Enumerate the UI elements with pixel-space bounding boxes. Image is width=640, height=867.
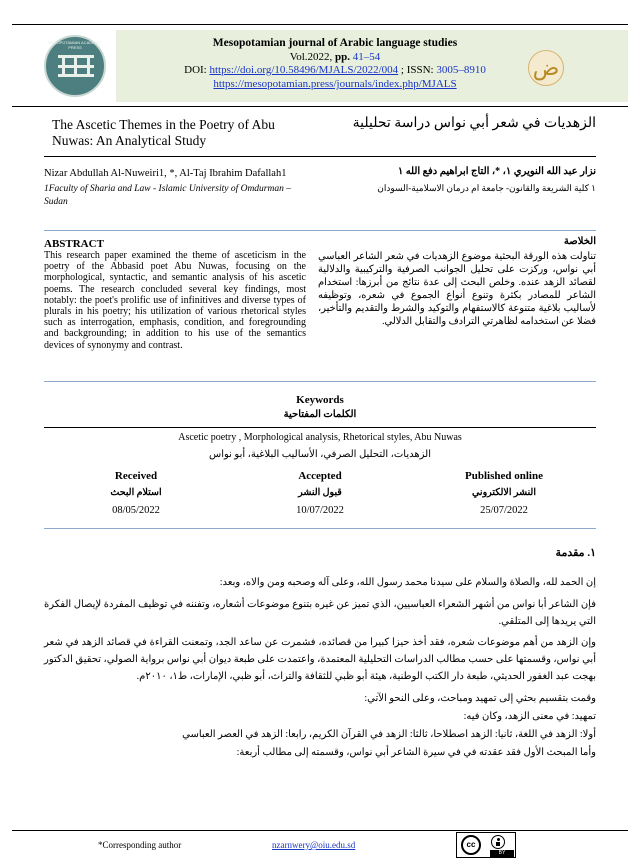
corresponding-author-note: *Corresponding author <box>98 840 182 850</box>
date-label: Published online <box>465 470 543 482</box>
issn-value: 3005–8910 <box>436 64 486 76</box>
date-label-ar: قبول النشر <box>298 488 342 498</box>
by-label: BY <box>490 850 514 857</box>
publisher-logo-glyph-icon <box>58 55 94 77</box>
date-label: Received <box>114 470 158 482</box>
dates-rule <box>44 528 596 529</box>
keywords-rule <box>44 427 596 428</box>
keywords-heading-ar: الكلمات المفتاحية <box>283 409 357 420</box>
issn-prefix: ; ISSN: <box>398 64 437 76</box>
footer-rule <box>12 830 628 831</box>
keywords-en: Ascetic poetry , Morphological analysis, Rhetorical styles, Abu Nuwas <box>178 432 462 443</box>
abstract-rule <box>44 381 596 382</box>
date-value: 08/05/2022 <box>112 505 160 516</box>
doi-line <box>120 64 550 76</box>
doi-link[interactable]: https://doi.org/10.58496/MJALS/2022/004 <box>209 64 399 76</box>
volume-line <box>120 51 550 63</box>
body-paragraph: وإن الزهد من أهم موضوعات شعره، فقد أخذ حيزا كبيرا من قصائده، فشمرت عن ساعد الجد، وتمعنت القراءة في قصائد الزهد في شعر أبي نواس، وقسمتها على حسب مطالب الدراسات التحليلية المعتمدة، واعتمدت على طبعة ديوان أبي نواس برواية الصولي، تحقيق الدكتور بهجت عبد الغفور الحديثي، طبعة دار الكتب الوطنية، هيئة أبو ظبي للثقافة والتراث، أبو ظبي، الإمارات، ط١، ٢٠١٠م. <box>44 637 596 682</box>
date-label-ar: النشر الالكتروني <box>472 488 536 498</box>
authors-rule <box>44 230 596 231</box>
authors-en: Nizar Abdullah Al-Nuweiri1, *, Al-Taj Ibrahim Dafallah1 <box>44 168 287 179</box>
body-paragraph: تمهيد: في معنى الزهد، وكان فيه: <box>463 711 596 722</box>
date-value: 10/07/2022 <box>296 505 344 516</box>
header-bottom-rule <box>12 106 628 107</box>
cc-icon: cc <box>461 835 481 855</box>
keywords-ar: الزهديات، التحليل الصرفي، الأساليب البلاغية، أبو نواس <box>209 449 431 460</box>
cc-license-badge[interactable] <box>456 832 516 858</box>
volume-text: Vol.2022, <box>289 51 336 63</box>
date-label: Accepted <box>298 470 342 482</box>
date-accepted <box>228 470 412 516</box>
date-value: 25/07/2022 <box>480 505 528 516</box>
journal-website-link[interactable]: https://mesopotamian.press/journals/index.php/MJALS <box>213 78 457 90</box>
date-received <box>44 470 228 516</box>
affiliation-ar: ١ كلية الشريعة والقانون- جامعة ام درمان الاسلامية-السودان <box>377 183 596 193</box>
doi-prefix: DOI: <box>184 64 210 76</box>
khulasa-heading: الخلاصة <box>563 236 596 247</box>
section-heading: ١. مقدمة <box>555 547 596 559</box>
khulasa-body: تناولت هذه الورقة البحثية موضوع الزهديات في شعر الشاعر العباسي أبي نواس، وركزت على تحليل الجوانب الصرفية والتركيبية والدلالية لقصائد الزهد عنده. وخلص البحث إلى عدة نتائج من أبرزها: استخدام الشاعر للمصادر بكثرة وتنوع أنواع الجموع في شعره، وتوظيفه لأساليب بلاغية متنوعة كالاستفهام والتوكيد والشرط والتقديم والتأخير، فضلا عن استخدامه لظاهرتي الترادف والتقابل الدلالي. <box>318 251 596 327</box>
corresponding-email-link[interactable]: nzarnwery@oiu.edu.sd <box>272 840 356 850</box>
publisher-logo-text: MESOPOTAMIAN ACADEMIC PRESS <box>47 40 103 50</box>
abstract-body: This research paper examined the theme of asceticism in the poetry of the Abbasid poet Abu Nuwas, focusing on the morphological, syntactic, and semantic analysis of his ascetic poems. The research concluded several key findings, most notably: the poet's prolific use of infinitives and diverse types of plurals in his poetry; his utilization of various rhetorical styles such as interrogation, emphasis, condition, and foregrounding and backgrounding; in addition to his use of the semantics devices of synonymy and contrast. <box>44 250 306 351</box>
attribution-person-icon <box>491 835 505 849</box>
date-published <box>412 470 596 516</box>
journal-logo: ض <box>528 50 564 86</box>
publisher-logo <box>44 35 106 97</box>
pages-range: 41–54 <box>352 51 381 63</box>
body-paragraph: وأما المبحث الأول فقد عقدته في في سيرة الشاعر أبي نواس، وقسمته إلى مطالب أربعة: <box>236 747 596 758</box>
paper-title-en: The Ascetic Themes in the Poetry of Abu Nuwas: An Analytical Study <box>52 117 275 148</box>
title-rule <box>44 156 596 157</box>
date-label-ar: استلام البحث <box>110 488 162 498</box>
body-paragraph: فإن الشاعر أبا نواس من أشهر الشعراء العباسيين، الذي تميز عن غيره بتنوع موضوعات أشعاره، وتفننه في توظيف المفردة لإيصال الفكرة التي يريدها إلى المتلقي. <box>44 599 596 627</box>
paper-title-ar: الزهديات في شعر أبي نواس دراسة تحليلية <box>352 116 596 131</box>
top-rule <box>12 24 628 25</box>
body-paragraph: وقمت بتقسيم بحثي إلى تمهيد ومباحث، وعلى النحو الآتي: <box>364 693 596 704</box>
affiliation-en: 1Faculty of Sharia and Law - Islamic University of Omdurman – Sudan <box>44 184 291 207</box>
journal-title: Mesopotamian journal of Arabic language studies <box>212 37 458 49</box>
body-paragraph: إن الحمد لله، والصلاة والسلام على سيدنا محمد رسول الله، وعلى آله وصحبه ومن والاه، وبعد: <box>219 577 596 588</box>
keywords-heading: Keywords <box>296 394 344 406</box>
abstract-heading: ABSTRACT <box>44 238 104 250</box>
body-paragraph: أولا: الزهد في اللغة، ثانيا: الزهد اصطلاحا، ثالثا: الزهد في القرآن الكريم، رابعا: الزهد في العصر العباسي <box>182 729 596 740</box>
authors-ar: نزار عبد الله النويري ١، *، التاج ابراهيم دفع الله ١ <box>397 166 596 177</box>
pages-prefix: pp. <box>335 51 353 63</box>
